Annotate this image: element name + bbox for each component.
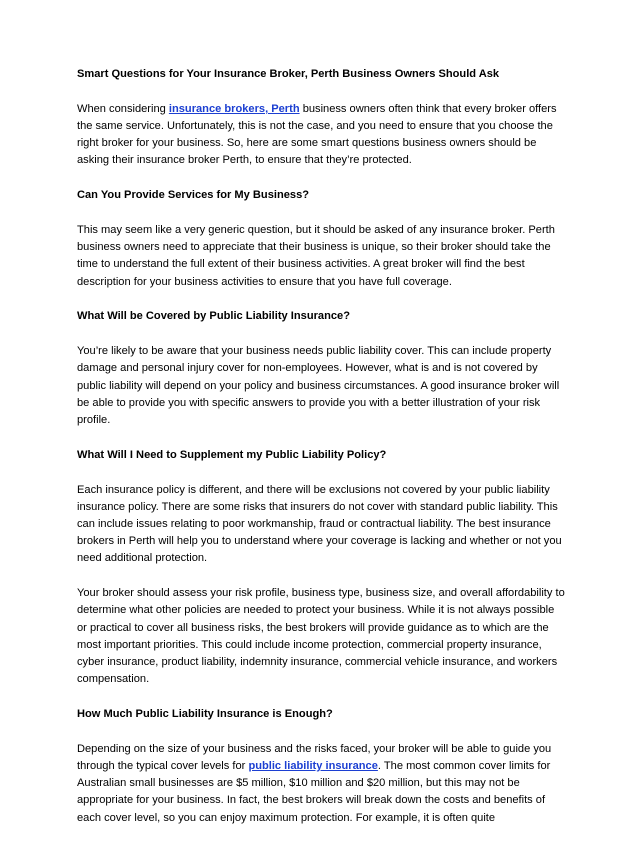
document-page — [77, 66, 567, 844]
how-much-text-after-link: . The most common cover limits for Australian small businesses are $5 million, $10 million and $20 million, but this may not be appropriate for your business. In fact, the best brokers will break down the costs and benefits of each cover level, so you can enjoy maximum protection. For example, it is often quite — [77, 760, 551, 824]
section-heading-how-much: How Much Public Liability Insurance is Enough? — [77, 708, 333, 721]
section-heading-supplement: What Will I Need to Supplement my Public Liability Policy? — [77, 448, 387, 461]
how-much-text-before-link: Depending on the size of your business and the risks faced, your broker will be able to guide you through the typical cover levels for — [77, 742, 552, 773]
section-body-coverage: You’re likely to be aware that your business needs public liability cover. This can include property damage and personal injury cover for non-employees. However, what is and is not covered by public liability will depend on your policy and business circumstances. A good insurance broker will be able to provide you with specific answers to provide you with a better illustration of your risk profile. — [77, 345, 560, 427]
section-body-supplement-1: Each insurance policy is different, and there will be exclusions not covered by your public liability insurance policy. There are some risks that insurers do not cover with standard public liability. This can include issues relating to poor workmanship, fraud or contractual liability. The best insurance brokers in Perth will help you to understand where your coverage is lacking and whether or not you need additional protection. — [77, 483, 562, 565]
intro-text-before-link: When considering — [77, 102, 169, 115]
section-body-services: This may seem like a very generic question, but it should be asked of any insurance broker. Perth business owners need to appreciate that their business is unique, so their broker should take the time to understand the full extent of their business activities. A great broker will find the best description for your business activities to ensure that you have full coverage. — [77, 224, 555, 288]
insurance-brokers-perth-link[interactable]: insurance brokers, Perth — [168, 102, 300, 115]
intro-paragraph — [77, 101, 567, 170]
intro-text-after-link: business owners often think that every broker offers the same service. Unfortunately, this is not the case, and you need to ensure that you choose the right broker for your business. So, here are some smart questions business owners should be asking their insurance broker Perth, to ensure that they’re protected. — [77, 102, 557, 167]
section-body-how-much — [77, 741, 567, 827]
section-heading-services: Can You Provide Services for My Business? — [77, 189, 310, 202]
public-liability-insurance-link[interactable]: public liability insurance — [248, 760, 378, 773]
document-title: Smart Questions for Your Insurance Broker, Perth Business Owners Should Ask — [77, 68, 500, 80]
section-body-supplement-2: Your broker should assess your risk profile, business type, business size, and overall affordability to determine what other policies are needed to protect your business. While it is not always possible or practical to cover all business risks, the best brokers will provide guidance as to which are the most important priorities. This could include income protection, commercial property insurance, cyber insurance, product liability, indemnity insurance, commercial vehicle insurance, and workers compensation. — [77, 587, 565, 686]
section-heading-coverage: What Will be Covered by Public Liability Insurance? — [77, 310, 350, 323]
